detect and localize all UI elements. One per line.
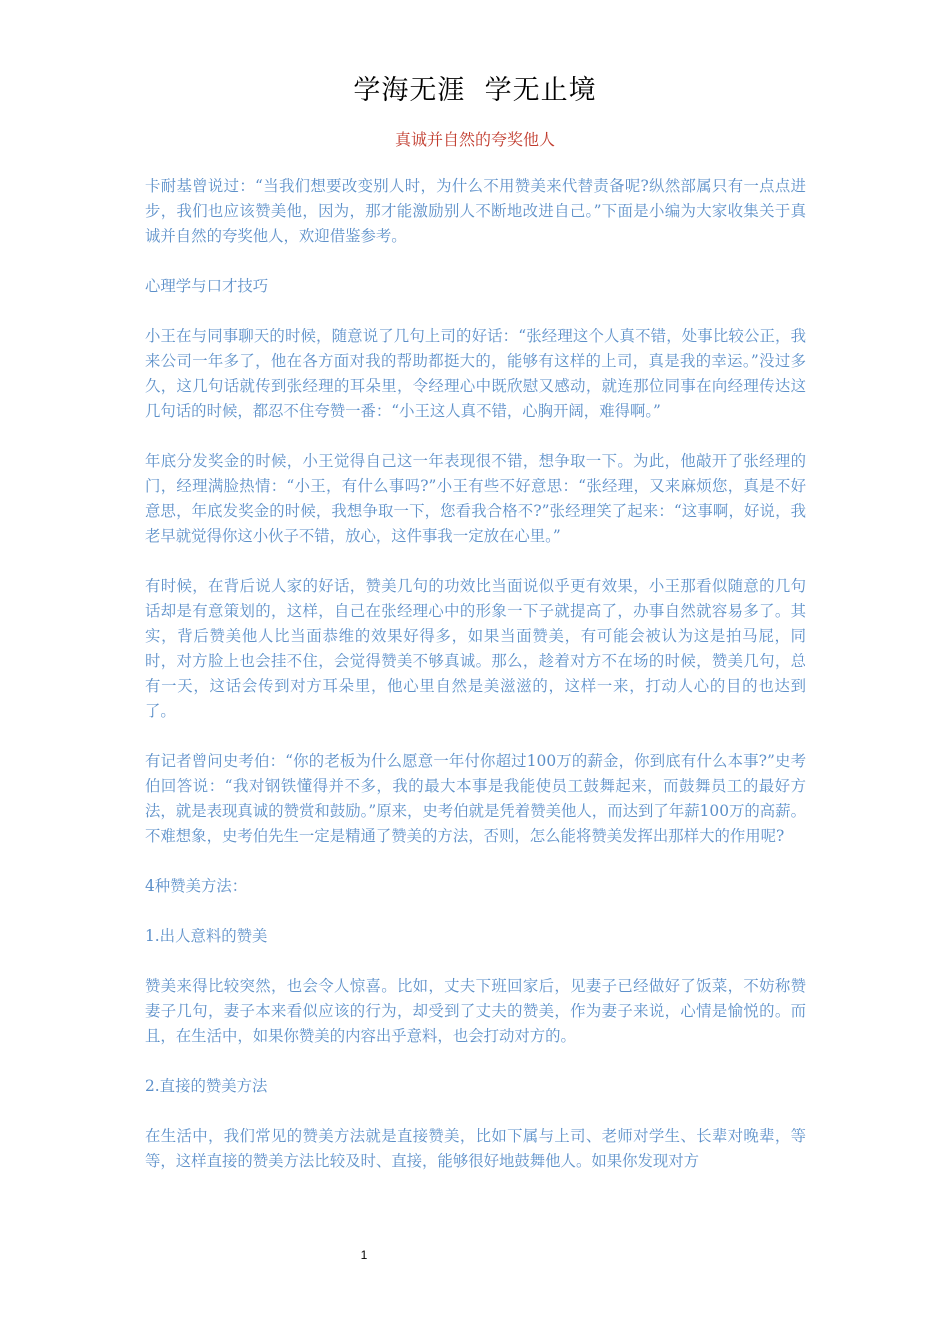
method-heading-2: 2.直接的赞美方法 (145, 1077, 268, 1095)
paragraph: 有记者曾问史考伯：“你的老板为什么愿意一年付你超过100万的薪金，你到底有什么本事?”史考伯回答说：“我对钢铁懂得并不多，我的最大本事是我能使员工鼓舞起来，而鼓舞员工的最好方法，就是表现真诚的赞赏和鼓励。”原来，史考伯就是凭着赞美他人，而达到了年薪100万的高薪。不难想象，史考伯先生一定是精通了赞美的方法，否则，怎么能将赞美发挥出那样大的作用呢? (145, 752, 806, 845)
paragraph: 有时候，在背后说人家的好话，赞美几句的功效比当面说似乎更有效果，小王那看似随意的几句话却是有意策划的，这样，自己在张经理心中的形象一下子就提高了，办事自然就容易多了。其实，背后赞美他人比当面恭维的效果好得多，如果当面赞美，有可能会被认为这是拍马屁，同时，对方脸上也会挂不住，会觉得赞美不够真诚。那么，趁着对方不在场的时候，赞美几句，总有一天，这话会传到对方耳朵里，他心里自然是美滋滋的，这样一来，打动人心的目的也达到了。 (145, 577, 806, 720)
method-heading-1: 1.出人意料的赞美 (145, 927, 268, 945)
paragraph: 赞美来得比较突然，也会令人惊喜。比如，丈夫下班回家后，见妻子已经做好了饭菜，不妨称赞妻子几句，妻子本来看似应该的行为，却受到了丈夫的赞美，作为妻子来说，心情是愉悦的。而且，在生活中，如果你赞美的内容出乎意料，也会打动对方的。 (145, 977, 806, 1045)
paragraph: 在生活中，我们常见的赞美方法就是直接赞美，比如下属与上司、老师对学生、长辈对晚辈，等等，这样直接的赞美方法比较及时、直接，能够很好地鼓舞他人。如果你发现对方 (145, 1127, 806, 1170)
paragraph-intro: 卡耐基曾说过：“当我们想要改变别人时，为什么不用赞美来代替责备呢?纵然部属只有一点点进步，我们也应该赞美他，因为，那才能激励别人不断地改进自己。”下面是小编为大家收集关于真诚并自然的夸奖他人，欢迎借鉴参考。 (145, 177, 806, 245)
paragraph: 小王在与同事聊天的时候，随意说了几句上司的好话：“张经理这个人真不错，处事比较公正，我来公司一年多了，他在各方面对我的帮助都挺大的，能够有这样的上司，真是我的幸运。”没过多久，这几句话就传到张经理的耳朵里，令经理心中既欣慰又感动，就连那位同事在向经理传达这几句话的时候，都忍不住夸赞一番：“小王这人真不错，心胸开阔，难得啊。” (145, 327, 806, 420)
document-body (145, 174, 806, 1199)
section-heading: 心理学与口才技巧 (145, 277, 269, 295)
paragraph: 年底分发奖金的时候，小王觉得自己这一年表现很不错，想争取一下。为此，他敲开了张经理的门，经理满脸热情：“小王，有什么事吗?”小王有些不好意思：“张经理，又来麻烦您，真是不好意思，年底发奖金的时候，我想争取一下，您看我合格不?”张经理笑了起来：“这事啊，好说，我老早就觉得你这小伙子不错，放心，这件事我一定放在心里。” (145, 452, 806, 545)
section-heading: 4种赞美方法： (145, 877, 248, 895)
document-title: 真诚并自然的夸奖他人 (394, 130, 555, 149)
page-number: 1 (360, 1248, 368, 1262)
header-title: 学海无涯 学无止境 (353, 75, 597, 106)
